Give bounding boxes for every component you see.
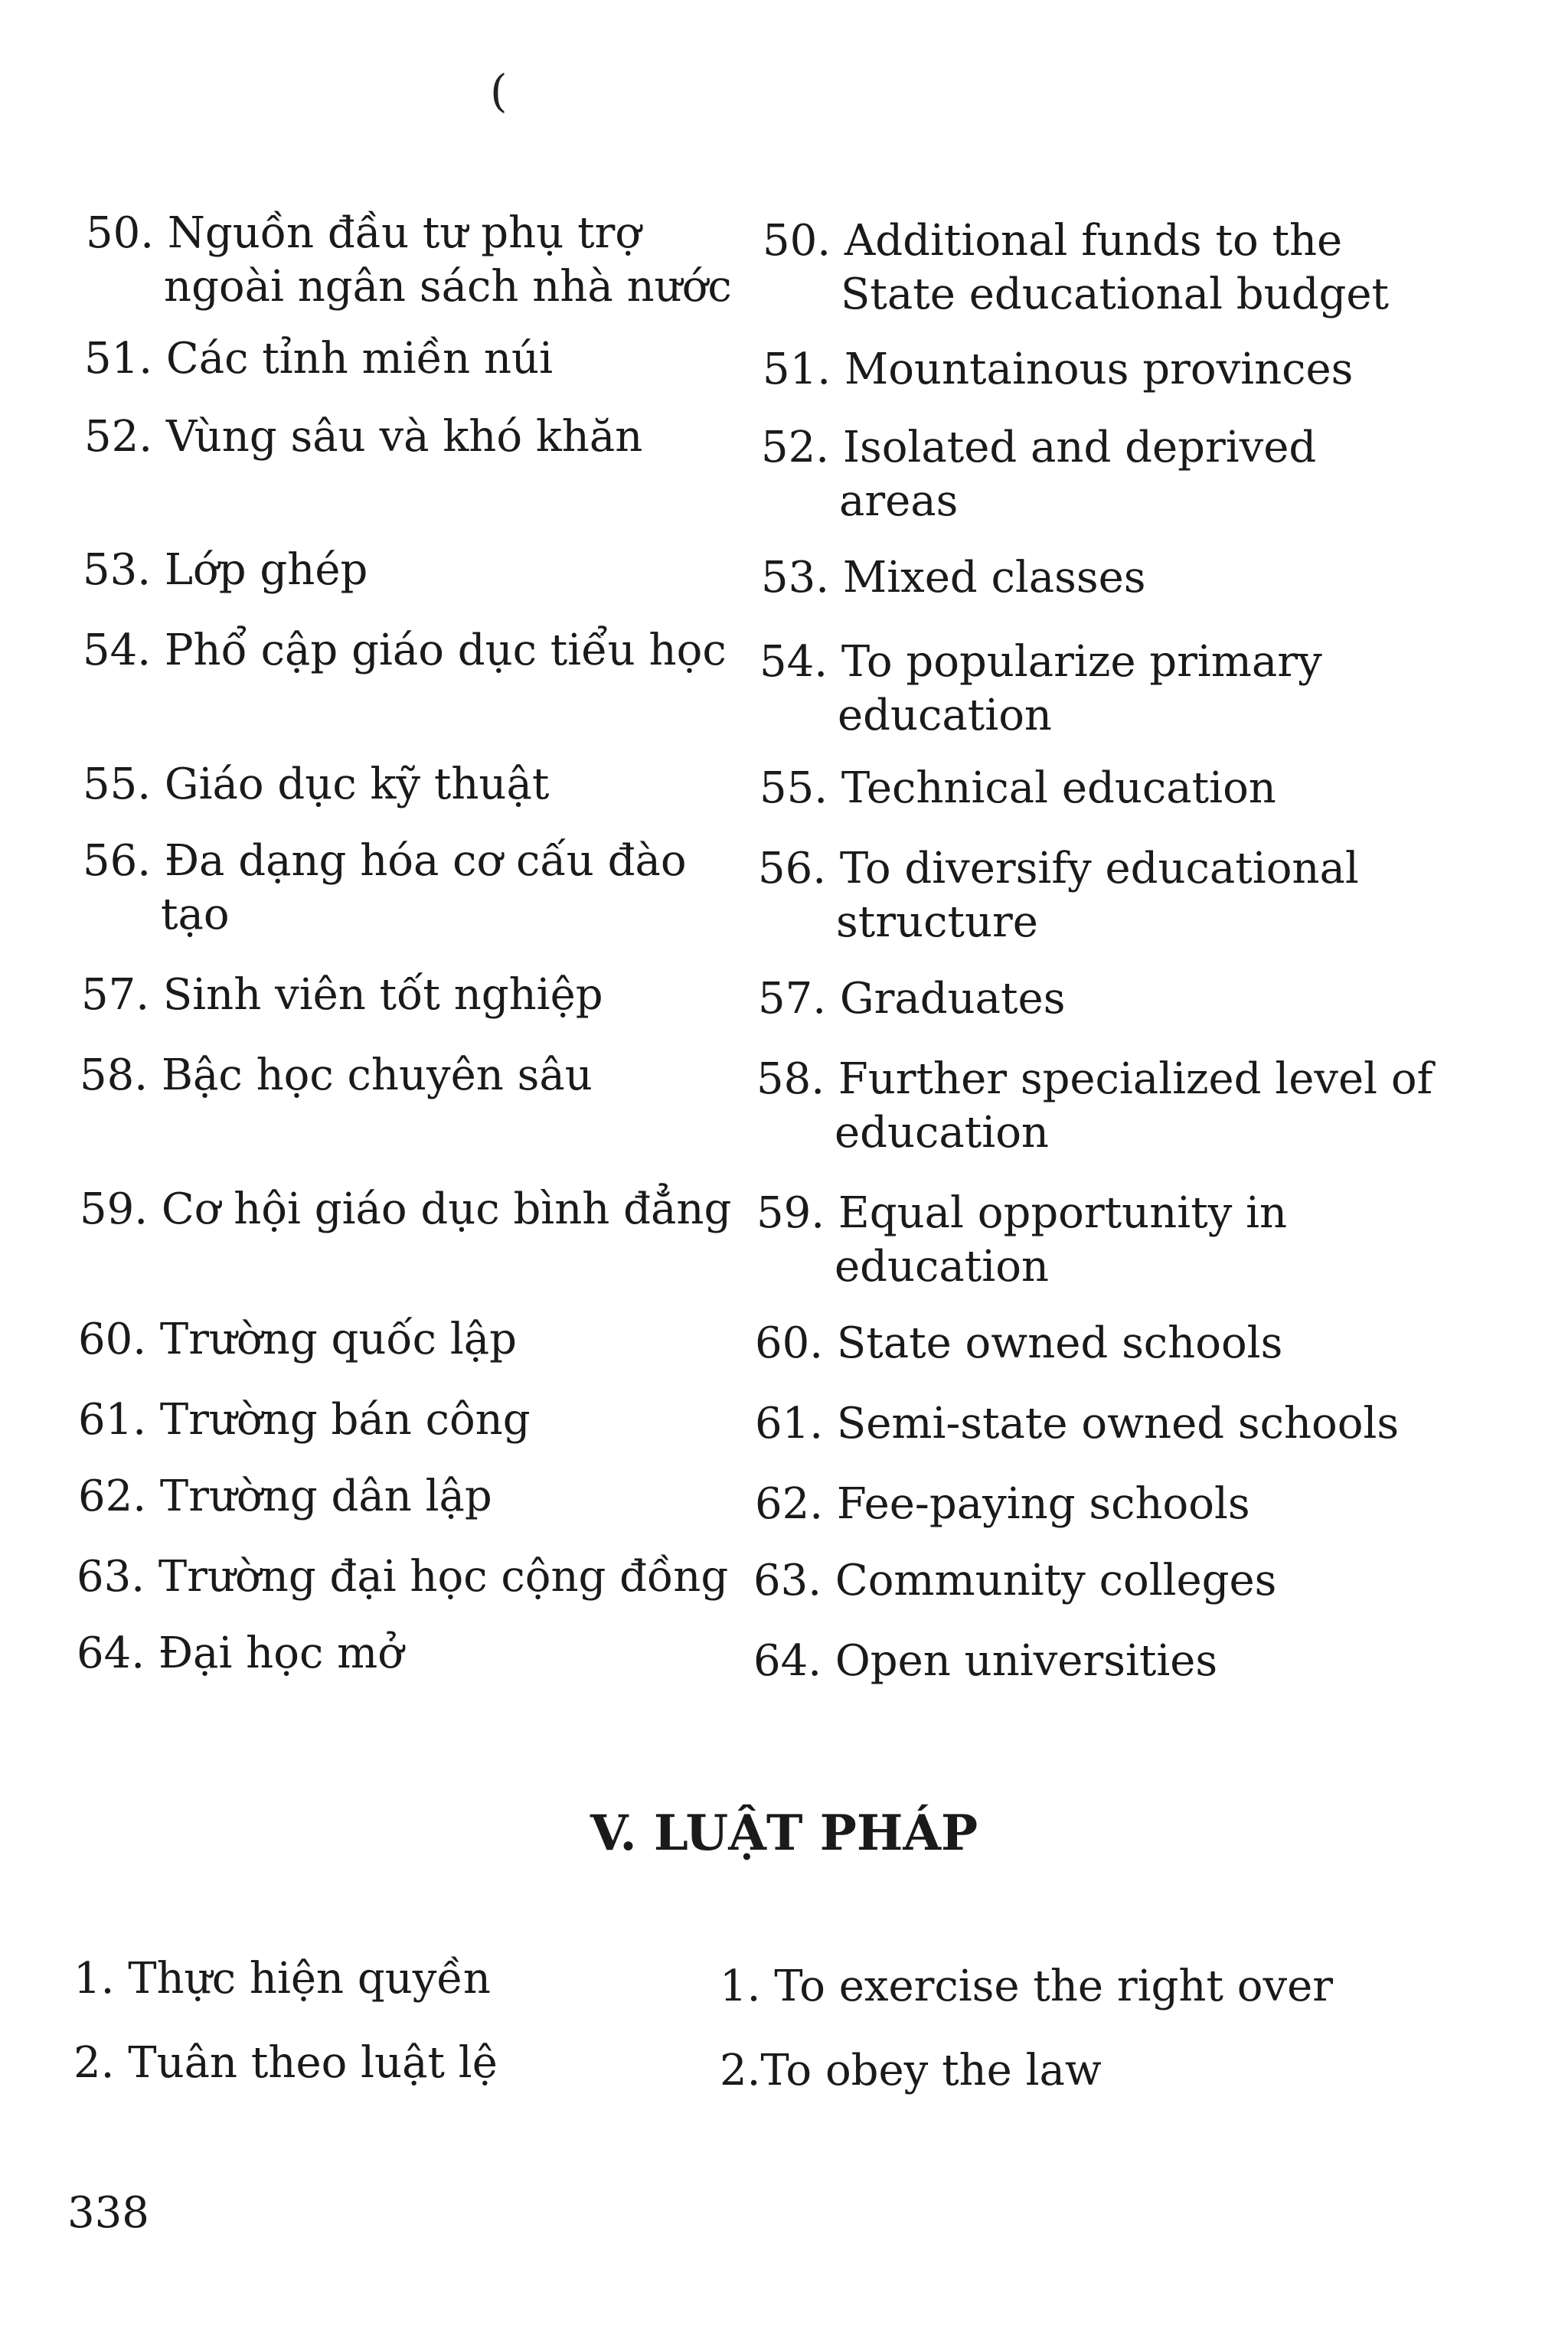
- term-line: 63. Trường đại học cộng đồng: [77, 1552, 729, 1602]
- term-english: [720, 1960, 1401, 2014]
- term-continuation-line: State educational budget: [841, 269, 1390, 319]
- term-continuation-line: ngoài ngân sách nhà nước: [164, 262, 732, 312]
- term-line: 59. Cơ hội giáo dục bình đẳng: [80, 1184, 732, 1234]
- term-line: 59. Equal opportunity in: [756, 1188, 1288, 1238]
- term-line: 58. Bậc học chuyên sâu: [80, 1050, 593, 1100]
- term-line: 57. Sinh viên tốt nghiệp: [81, 970, 603, 1020]
- term-line: 52. Vùng sâu và khó khăn: [84, 412, 643, 462]
- term-line: 2. Tuân theo luật lệ: [74, 2038, 498, 2088]
- term-line: 52. Isolated and deprived: [761, 423, 1317, 472]
- term-line: 51. Các tỉnh miền núi: [84, 334, 553, 384]
- term-line: 62. Fee-paying schools: [755, 1479, 1250, 1529]
- term-line: 53. Mixed classes: [761, 553, 1146, 603]
- term-line: 58. Further specialized level of: [756, 1054, 1433, 1104]
- term-english: [720, 2044, 1401, 2098]
- term-line: 56. Đa dạng hóa cơ cấu đào: [83, 836, 687, 886]
- term-vietnamese: [74, 1952, 732, 2006]
- section-title: V. LUẬT PHÁP: [590, 1805, 978, 1862]
- term-line: 57. Graduates: [758, 974, 1066, 1024]
- term-line: 63. Community colleges: [753, 1556, 1277, 1605]
- term-line: 64. Open universities: [753, 1636, 1218, 1686]
- term-line: 60. State owned schools: [755, 1318, 1283, 1368]
- term-line: 56. To diversify educational: [758, 844, 1359, 893]
- term-line: 54. To popularize primary: [760, 637, 1322, 687]
- term-line: 61. Semi-state owned schools: [755, 1399, 1400, 1449]
- term-continuation-line: areas: [839, 476, 959, 526]
- term-continuation-line: education: [835, 1108, 1049, 1158]
- term-line: 54. Phổ cập giáo dục tiểu học: [83, 626, 727, 675]
- term-line: 60. Trường quốc lập: [78, 1315, 517, 1364]
- term-line: 50. Nguồn đầu tư phụ trợ: [86, 208, 642, 258]
- term-continuation-line: education: [838, 691, 1052, 740]
- term-line: 55. Technical education: [760, 763, 1276, 813]
- term-line: 61. Trường bán công: [78, 1395, 531, 1445]
- term-line: 62. Trường dân lập: [78, 1472, 492, 1521]
- term-continuation-line: tạo: [161, 890, 230, 939]
- term-line: 50. Additional funds to the: [763, 216, 1343, 266]
- term-line: 55. Giáo dục kỹ thuật: [83, 759, 550, 809]
- term-continuation-line: education: [835, 1242, 1049, 1292]
- term-continuation-line: structure: [836, 897, 1038, 947]
- term-line: 1. Thực hiện quyền: [74, 1954, 491, 2004]
- page-number: 338: [67, 2188, 149, 2238]
- top-mark: (: [490, 65, 508, 117]
- term-line: 1. To exercise the right over: [720, 1961, 1334, 2011]
- term-line: 51. Mountainous provinces: [763, 345, 1354, 394]
- term-line: 53. Lớp ghép: [83, 545, 368, 595]
- term-vietnamese: [74, 2037, 732, 2090]
- term-line: 64. Đại học mở: [77, 1628, 403, 1678]
- term-line: 2.To obey the law: [720, 2046, 1102, 2095]
